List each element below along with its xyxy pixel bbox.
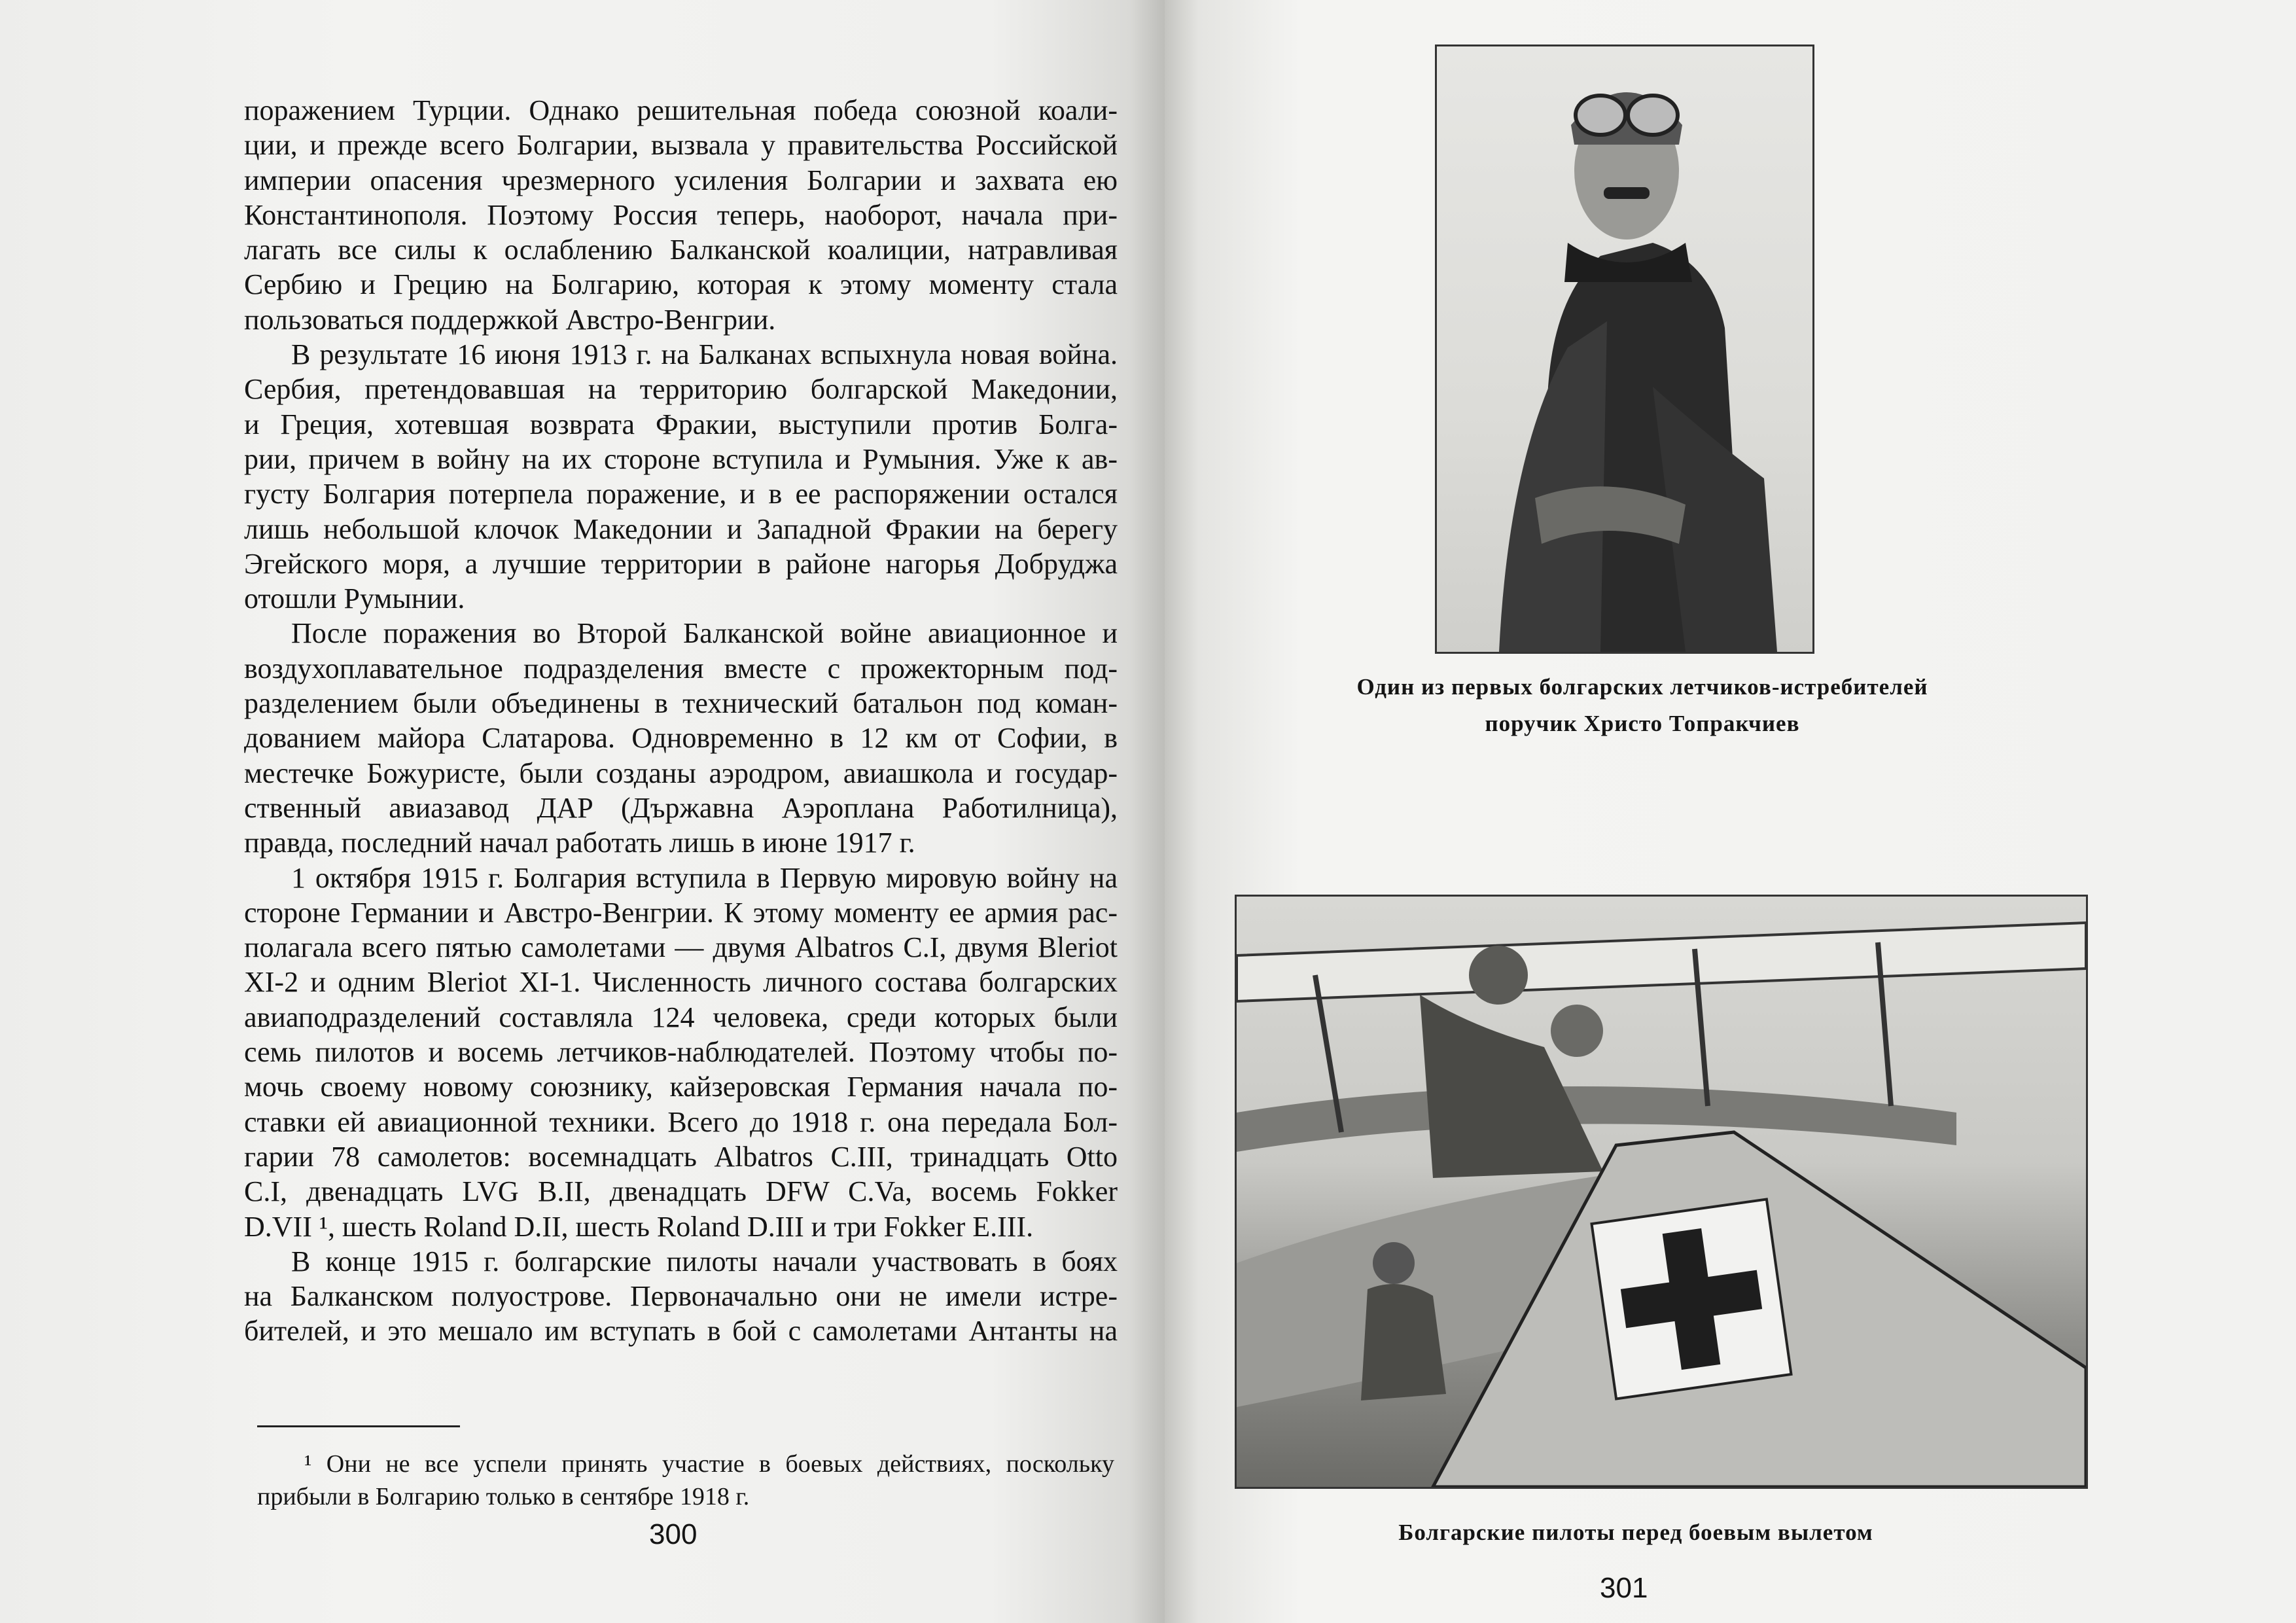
- text-line: прибыли в Болгарию только в сентябре 1918 г.: [257, 1483, 750, 1510]
- text-line: полагала всего пятью самолетами — двумя Albatros C.I, двумя Bleriot: [244, 931, 1118, 964]
- text-line: авиаподразделений составляла 124 человека, среди которых были: [244, 1001, 1118, 1033]
- text-line: Сербия, претендовавшая на территорию болгарской Македонии,: [244, 373, 1118, 406]
- text-line: Сербию и Грецию на Болгарию, которая к этому моменту стала: [244, 268, 1118, 301]
- text-line: стороне Германии и Австро-Венгрии. К этому моменту ее армия рас-: [244, 896, 1118, 929]
- cross-insignia: [1592, 1200, 1792, 1399]
- text-line: на Балканском полуострове. Первоначально они не имели истре-: [244, 1280, 1118, 1313]
- text-line: поражением Турции. Однако решительная победа союзной коали-: [244, 94, 1118, 126]
- photo-pilot-caption: [1269, 669, 2015, 742]
- photo-pilot-caption-line-1: Один из первых болгарских летчиков-истребителей: [1356, 674, 1928, 700]
- page-number-left: 300: [649, 1518, 698, 1550]
- text-line: ставки ей авиационной техники. Всего до 1918 г. она передала Бол-: [244, 1105, 1118, 1138]
- pilot-portrait-image: [1437, 46, 1812, 652]
- text-line: ственный авиазавод ДАР (Държавна Аэроплана Работилница),: [244, 791, 1118, 824]
- text-line: лагать все силы к ослаблению Балканской коалиции, натравливая: [244, 234, 1118, 266]
- text-line: ¹ Они не все успели принять участие в боевых действиях, поскольку: [304, 1450, 1114, 1478]
- text-line: Константинополя. Поэтому Россия теперь, наоборот, начала при-: [244, 198, 1118, 231]
- footnote-divider: [257, 1425, 460, 1427]
- text-line: XI-2 и одним Bleriot XI-1. Численность личного состава болгарских: [244, 966, 1118, 999]
- photo-pilots-biplane: [1235, 895, 2088, 1489]
- text-line: дованием майора Слатарова. Одновременно в 12 км от Софии, в: [244, 722, 1118, 755]
- photo-pilot-portrait: [1435, 45, 1814, 654]
- text-line: бителей, и это мешало им вступать в бой с самолетами Антанты на: [244, 1315, 1118, 1347]
- text-line: рии, причем в войну на их стороне вступила и Румыния. Уже к ав-: [244, 442, 1118, 475]
- text-line: густу Болгария потерпела поражение, и в ее распоряжении остался: [244, 478, 1118, 510]
- text-line: империи опасения чрезмерного усиления Болгарии и захвата ею: [244, 164, 1118, 196]
- text-line: ции, и прежде всего Болгарии, вызвала у правительства Российской: [244, 129, 1118, 162]
- text-line: правда, последний начал работать лишь в июне 1917 г.: [244, 827, 915, 859]
- text-line: мочь своему новому союзнику, кайзеровская Германия начала по-: [244, 1071, 1118, 1103]
- text-line: В конце 1915 г. болгарские пилоты начали участвовать в боях: [291, 1245, 1118, 1277]
- photo-pilots-caption: Болгарские пилоты перед боевым вылетом: [1398, 1520, 1873, 1545]
- text-line: разделением были объединены в технический батальон под коман-: [244, 687, 1118, 720]
- photo-pilot-caption-line-2: поручик Христо Топракчиев: [1485, 711, 1800, 736]
- text-line: C.I, двенадцать LVG B.II, двенадцать DFW C.Va, восемь Fokker: [244, 1175, 1118, 1208]
- biplane-image: [1237, 897, 2086, 1487]
- left-page-body-text: [244, 93, 1118, 1349]
- text-line: гарии 78 самолетов: восемнадцать Albatros C.III, тринадцать Otto: [244, 1140, 1118, 1173]
- text-line: семь пилотов и восемь летчиков-наблюдателей. Поэтому чтобы по-: [244, 1036, 1118, 1069]
- footnote: [257, 1448, 1114, 1513]
- text-line: и Греция, хотевшая возврата Фракии, выступили против Болга-: [244, 408, 1118, 440]
- page-number-right: 301: [1600, 1572, 1648, 1604]
- text-line: лишь небольшой клочок Македонии и Западной Фракии на берегу: [244, 512, 1118, 545]
- text-line: D.VII ¹, шесть Roland D.II, шесть Roland D.III и три Fokker E.III.: [244, 1210, 1034, 1243]
- text-line: В результате 16 июня 1913 г. на Балканах вспыхнула новая война.: [291, 338, 1118, 371]
- text-line: Эгейского моря, а лучшие территории в районе нагорья Добруджа: [244, 547, 1118, 580]
- text-line: воздухоплавательное подразделения вместе с прожекторным под-: [244, 652, 1118, 685]
- text-line: После поражения во Второй Балканской войне авиационное и: [291, 617, 1118, 650]
- text-line: пользоваться поддержкой Австро-Венгрии.: [244, 303, 776, 336]
- text-line: местечке Божуристе, были созданы аэродром, авиашкола и государ-: [244, 757, 1118, 789]
- text-line: отошли Румынии.: [244, 582, 465, 615]
- text-line: 1 октября 1915 г. Болгария вступила в Первую мировую войну на: [291, 861, 1118, 894]
